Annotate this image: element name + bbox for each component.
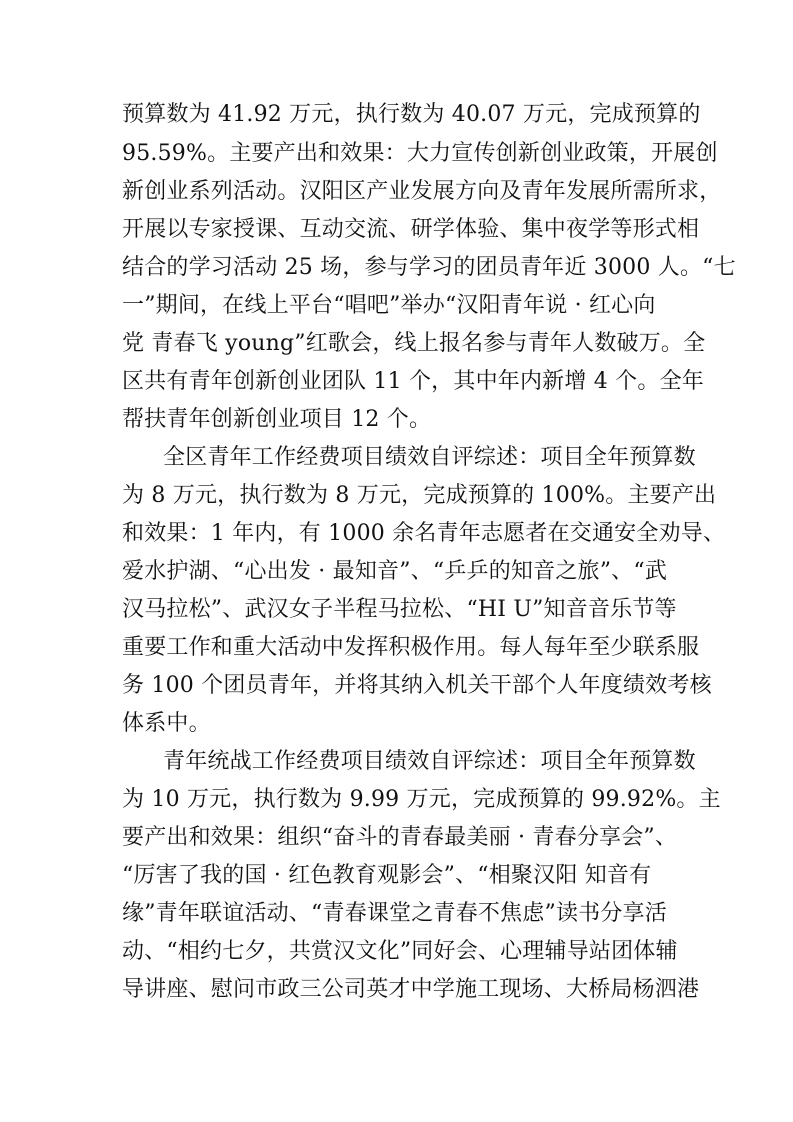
text-line: 爱水护湖、“心出发 · 最知音”、“乒乒的知音之旅”、“武 — [122, 559, 668, 584]
text-line: 一”期间，在线上平台“唱吧”举办“汉阳青年说 · 红心向 — [122, 293, 656, 318]
text-line: 体系中。 — [122, 711, 211, 736]
text-line: 要产出和效果：组织“奋斗的青春最美丽 · 青春分享会”、 — [122, 825, 678, 850]
text-line: 新创业系列活动。汉阳区产业发展方向及青年发展所需所求， — [122, 179, 722, 204]
text-line: 缘”青年联谊活动、“青春课堂之青春不焦虑”读书分享活 — [122, 901, 667, 926]
text-line: 开展以专家授课、互动交流、研学体验、集中夜学等形式相 — [122, 217, 700, 242]
text-line: 为 8 万元，执行数为 8 万元，完成预算的 100%。主要产出 — [122, 483, 717, 508]
text-line: 导讲座、慰问市政三公司英才中学施工现场、大桥局杨泗港 — [122, 977, 700, 1002]
text-line: 预算数为 41.92 万元，执行数为 40.07 万元，完成预算的 — [122, 102, 701, 127]
text-line: 95.59%。主要产出和效果：大力宣传创新创业政策，开展创 — [122, 141, 718, 166]
text-line: 为 10 万元，执行数为 9.99 万元，完成预算的 99.92%。主 — [122, 787, 721, 812]
text-line: 党 青春飞 young”红歌会，线上报名参与青年人数破万。全 — [122, 331, 706, 356]
text-line: 结合的学习活动 25 场，参与学习的团员青年近 3000 人。“七 — [122, 255, 736, 280]
text-line: 重要工作和重大活动中发挥积极作用。每人每年至少联系服 — [122, 635, 700, 660]
text-line: 区共有青年创新创业团队 11 个，其中年内新增 4 个。全年 — [122, 369, 704, 394]
text-line: 和效果：1 年内，有 1000 余名青年志愿者在交通安全劝导、 — [122, 521, 726, 546]
text-line: 动、“相约七夕，共赏汉文化”同好会、心理辅导站团体辅 — [122, 939, 678, 964]
paragraph-first-line: 青年统战工作经费项目绩效自评综述：项目全年预算数 — [163, 749, 696, 774]
text-line: “厉害了我的国 · 红色教育观影会”、“相聚汉阳 知音有 — [122, 863, 652, 888]
text-line: 务 100 个团员青年，并将其纳入机关干部个人年度绩效考核 — [122, 673, 712, 698]
text-line: 帮扶青年创新创业项目 12 个。 — [122, 407, 432, 432]
text-line: 汉马拉松”、武汉女子半程马拉松、“HI U”知音音乐节等 — [122, 597, 677, 622]
paragraph-first-line: 全区青年工作经费项目绩效自评综述：项目全年预算数 — [163, 445, 696, 470]
